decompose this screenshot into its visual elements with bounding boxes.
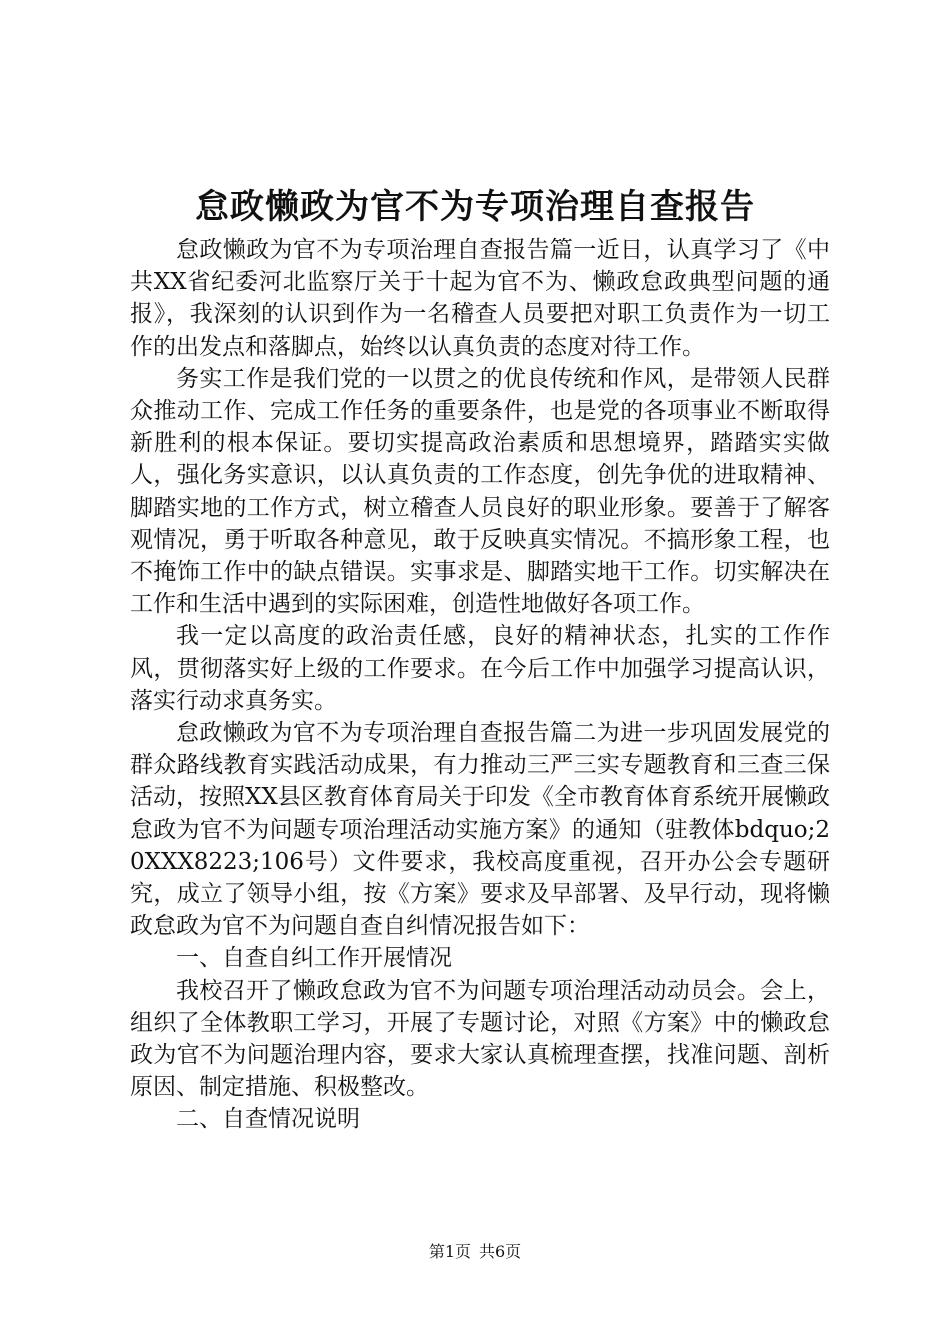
paragraph: 怠政懒政为官不为专项治理自查报告篇二为进一步巩固发展党的群众路线教育实践活动成果，有力推动三严三实专题教育和三查三保活动，按照XX县区教育体育局关于印发《全市教育体育系统开展懒政怠政为官不为问题专项治理活动实施方案》的通知（驻教体bdquo;20XXX8223;106号）文件要求，我校高度重视，召开办公会专题研究，成立了领导小组，按《方案》要求及早部署、及早行动，现将懒政怠政为官不为问题自查自纠情况报告如下： [130, 720, 830, 940]
page-total: 共6页 [479, 1242, 522, 1261]
paragraph: 我一定以高度的政治责任感，良好的精神状态，扎实的工作作风，贯彻落实好上级的工作要求。在今后工作中加强学习提高认识，落实行动求真务实。 [130, 623, 830, 714]
paragraph: 我校召开了懒政怠政为官不为问题专项治理活动动员会。会上，组织了全体教职工学习，开展了专题讨论，对照《方案》中的懒政怠政为官不为问题治理内容，要求大家认真梳理查摆，找准问题、剖析原因、制定措施、积极整改。 [130, 977, 830, 1101]
section-heading: 二、自查情况说明 [176, 1106, 360, 1133]
document-body [130, 234, 830, 1136]
document-title: 怠政懒政为官不为专项治理自查报告 [195, 187, 755, 227]
page-number: 第1页 [428, 1242, 471, 1261]
page-footer [0, 1242, 950, 1262]
section-heading: 一、自查自纠工作开展情况 [176, 945, 452, 972]
paragraph: 怠政懒政为官不为专项治理自查报告篇一近日，认真学习了《中共XX省纪委河北监察厅关于十起为官不为、懒政怠政典型问题的通报》，我深刻的认识到作为一名稽查人员要把对职工负责作为一切工作的出发点和落脚点，始终以认真负责的态度对待工作。 [130, 237, 830, 360]
paragraph: 务实工作是我们党的一以贯之的优良传统和作风，是带领人民群众推动工作、完成工作任务的重要条件，也是党的各项事业不断取得新胜利的根本保证。要切实提高政治素质和思想境界，踏踏实实做人，强化务实意识，以认真负责的工作态度，创先争优的进取精神、脚踏实地的工作方式，树立稽查人员良好的职业形象。要善于了解客观情况，勇于听取各种意见，敢于反映真实情况。不搞形象工程，也不掩饰工作中的缺点错误。实事求是、脚踏实地干工作。切实解决在工作和生活中遇到的实际困难，创造性地做好各项工作。 [130, 365, 830, 618]
